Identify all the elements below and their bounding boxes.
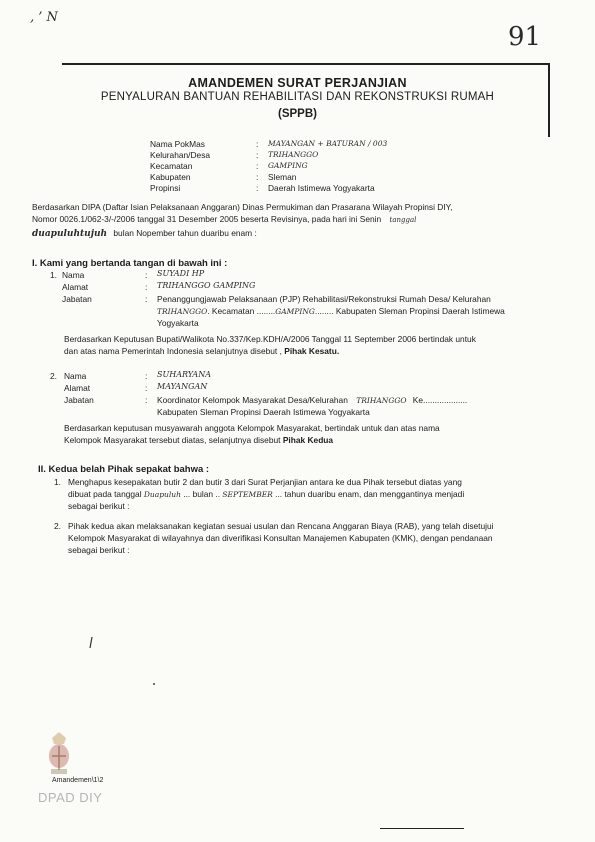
info-value-kelurahan: TRIHANGGO xyxy=(268,150,319,159)
corner-mark: ‚ ’ N xyxy=(30,10,58,25)
pen-mark xyxy=(88,636,94,650)
colon: : xyxy=(145,383,148,393)
p2-jabatan-text: Koordinator Kelompok Masyarakat Desa/Kelurahan xyxy=(157,395,348,405)
section-1-heading: I. Kami yang bertanda tangan di bawah ini : xyxy=(32,258,228,269)
item-1-line-3: sebagai berikut : xyxy=(68,501,130,511)
intro-date-hand: duapuluhtujuh xyxy=(32,229,108,239)
page-number: 91 xyxy=(508,22,542,52)
p2-jabatan-label: Jabatan xyxy=(64,395,94,405)
p1-jabatan-line-1: Penanggungjawab Pelaksanaan (PJP) Rehabilitasi/Rekonstruksi Rumah Desa/ Kelurahan xyxy=(157,294,491,304)
intro-line-1: Berdasarkan DIPA (Daftar Isian Pelaksanaan Anggaran) Dinas Permukiman dan Prasarana Wilayah Propinsi DIY, xyxy=(32,202,453,212)
info-label-pokmas: Nama PokMas xyxy=(150,139,205,149)
item-1-line-2-b: ... bulan .. xyxy=(183,489,221,499)
document-subtitle: PENYALURAN BANTUAN REHABILITASI DAN REKONSTRUKSI RUMAH xyxy=(100,91,495,103)
item-1-number: 1. xyxy=(54,477,61,487)
p2-basis-bold: Pihak Kedua xyxy=(282,435,334,445)
item-2-line-2: Kelompok Masyarakat di wilayahnya dan diverifikasi Konsultan Manajemen Kabupaten (KMK), dengan pendanaan xyxy=(68,533,493,543)
info-colon: : xyxy=(256,172,259,182)
info-label-kecamatan: Kecamatan xyxy=(150,161,193,171)
info-value-kecamatan: GAMPING xyxy=(268,161,308,170)
colon: : xyxy=(145,371,148,381)
intro-line-2 xyxy=(32,214,416,227)
p2-jabatan-line-1 xyxy=(157,395,467,407)
info-value-propinsi: Daerah Istimewa Yogyakarta xyxy=(268,183,375,193)
p1-jabatan-label: Jabatan xyxy=(62,294,92,304)
p1-jabatan-hand-1: TRIHANGGO xyxy=(157,307,208,316)
p1-jabatan-hand-2: GAMPING xyxy=(275,307,315,316)
p1-jabatan-mid: . Kecamatan ........ xyxy=(207,306,276,316)
p2-basis-text: Kelompok Masyarakat tersebut diatas, selanjutnya disebut xyxy=(64,435,283,445)
dot-mark xyxy=(152,682,156,686)
p1-nama-label: Nama xyxy=(62,270,85,280)
p1-basis-bold: Pihak Kesatu. xyxy=(284,346,340,356)
info-label-kelurahan: Kelurahan/Desa xyxy=(150,150,211,160)
colon: : xyxy=(145,294,148,304)
item-2-number: 2. xyxy=(54,521,61,531)
intro-line-3-tail: bulan Nopember tahun duaribu enam : xyxy=(113,228,257,238)
item-2-line-1: Pihak kedua akan melaksanakan kegiatan sesuai usulan dan Rencana Anggaran Biaya (RAB), yang telah disetujui xyxy=(68,521,494,531)
item-1-hand-1: Duapuluh xyxy=(143,490,181,499)
p1-number: 1. xyxy=(50,270,57,280)
bottom-rule xyxy=(380,828,464,829)
info-colon: : xyxy=(256,139,259,149)
document-code: (SPPB) xyxy=(278,108,317,120)
document-title: AMANDEMEN SURAT PERJANJIAN xyxy=(188,76,407,90)
p2-basis-line-1: Berdasarkan keputusan musyawarah anggota Kelompok Masyarakat, bertindak untuk dan atas nama xyxy=(64,423,440,433)
info-colon: : xyxy=(256,183,259,193)
p1-basis-line-2 xyxy=(64,346,339,358)
item-1-line-2 xyxy=(68,489,464,501)
p2-basis-line-2 xyxy=(64,435,333,447)
colon: : xyxy=(145,270,148,280)
item-2-line-3: sebagai berikut : xyxy=(68,545,130,555)
info-label-propinsi: Propinsi xyxy=(150,183,181,193)
footer-code: Amandemen\1\2 xyxy=(52,777,104,784)
info-colon: : xyxy=(256,161,259,171)
colon: : xyxy=(145,282,148,292)
info-colon: : xyxy=(256,150,259,160)
p2-alamat-value: MAYANGAN xyxy=(157,382,208,391)
item-1-hand-2: SEPTEMBER xyxy=(222,490,273,499)
info-label-kabupaten: Kabupaten xyxy=(150,172,191,182)
info-value-kabupaten: Sleman xyxy=(268,172,297,182)
section-2-heading: II. Kedua belah Pihak sepakat bahwa : xyxy=(38,464,210,475)
intro-line-2-tail: tanggal xyxy=(389,216,417,224)
p1-alamat-value: TRIHANGGO GAMPING xyxy=(157,281,256,290)
p1-jabatan-tail: ........ Kabupaten Sleman Propinsi Daerah Istimewa xyxy=(314,306,505,316)
intro-line-2-text: Nomor 0026.1/062-3/-/2006 tanggal 31 Desember 2005 beserta Revisinya, pada hari ini Senin xyxy=(32,214,382,224)
p2-jabatan-line-2: Kabupaten Sleman Propinsi Daerah Istimewa Yogyakarta xyxy=(157,407,370,417)
item-1-line-2-a: dibuat pada tanggal xyxy=(68,489,142,499)
p1-basis-text: dan atas nama Pemerintah Indonesia selanjutnya disebut , xyxy=(64,346,285,356)
colon: : xyxy=(145,395,148,405)
p1-nama-value: SUYADI HP xyxy=(157,269,205,278)
p2-number: 2. xyxy=(50,371,57,381)
item-1-line-1: Menghapus kesepakatan butir 2 dan butir 3 dari Surat Perjanjian antara ke dua Pihak tersebut diatas yang xyxy=(68,477,462,487)
p2-jabatan-tail: Ke................... xyxy=(412,395,468,405)
intro-line-3 xyxy=(32,228,257,241)
watermark: DPAD DIY xyxy=(38,790,103,805)
provincial-seal-icon xyxy=(46,730,72,776)
p2-nama-value: SUHARYANA xyxy=(157,370,211,379)
p2-alamat-label: Alamat xyxy=(64,383,91,393)
p1-alamat-label: Alamat xyxy=(62,282,89,292)
p1-jabatan-line-3: Yogyakarta xyxy=(157,318,199,328)
info-value-pokmas: MAYANGAN + BATURAN / 003 xyxy=(268,139,388,148)
p2-nama-label: Nama xyxy=(64,371,87,381)
p1-jabatan-line-2 xyxy=(157,306,505,318)
item-1-line-2-c: ... tahun duaribu enam, dan menggantinya menjadi xyxy=(275,489,465,499)
p2-jabatan-hand: TRIHANGGO xyxy=(356,396,407,405)
p1-basis-line-1: Berdasarkan Keputusan Bupati/Walikota No.337/Kep.KDH/A/2006 Tanggal 11 September 2006 bertindak untuk xyxy=(64,334,476,344)
